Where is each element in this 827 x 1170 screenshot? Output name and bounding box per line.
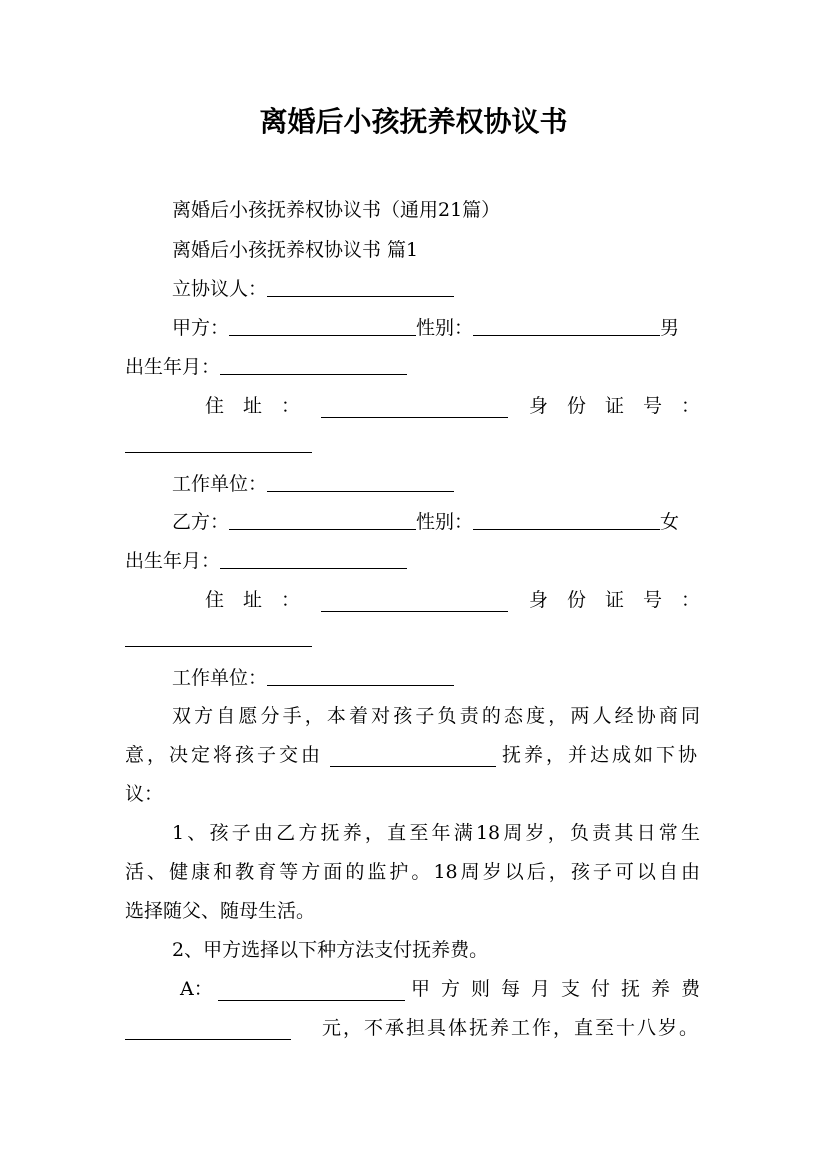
blank-field[interactable] xyxy=(267,665,454,686)
blank-field[interactable] xyxy=(330,746,496,767)
paragraph-line: 双方自愿分手，本着对孩子负责的态度，两人经协商同 xyxy=(172,705,700,727)
jia-line xyxy=(125,309,700,348)
text: 意，决定将孩子交由 xyxy=(125,744,324,766)
label: 性别： xyxy=(416,511,474,533)
blank-field[interactable] xyxy=(321,397,508,418)
paragraph-line: 活、健康和教育等方面的监护。18周岁以后，孩子可以自由 xyxy=(125,861,700,883)
paragraph-line: 议： xyxy=(125,783,164,805)
document-title: 离婚后小孩抚养权协议书 xyxy=(259,105,568,138)
blank-field[interactable] xyxy=(267,471,454,492)
section-heading: 离婚后小孩抚养权协议书 篇1 xyxy=(172,239,419,261)
yi-birth xyxy=(125,542,700,581)
label: 乙方： xyxy=(172,511,230,533)
text: 甲方则每月支付抚养费 xyxy=(410,978,711,1000)
label: 身 份 证 号 ： xyxy=(528,589,700,611)
paragraph-line xyxy=(180,970,711,1009)
gender-value: 女 xyxy=(660,511,680,533)
jia-work xyxy=(125,465,700,504)
label: 住 址 ： xyxy=(205,589,301,611)
label: 出生年月： xyxy=(125,550,221,572)
blank-field[interactable] xyxy=(218,980,405,1001)
jia-address xyxy=(205,387,700,426)
blank-field[interactable] xyxy=(125,626,312,647)
paragraph-line: 选择随父、随母生活。 xyxy=(125,900,316,922)
label: 出生年月： xyxy=(125,356,221,378)
blank-field[interactable] xyxy=(220,548,407,569)
paragraph-line: 1、孩子由乙方抚养，直至年满18周岁，负责其日常生 xyxy=(172,822,700,844)
paragraph-line xyxy=(125,1009,700,1048)
text: A： xyxy=(180,978,213,1000)
blank-field[interactable] xyxy=(321,591,508,612)
blank-field[interactable] xyxy=(220,354,407,375)
yi-line xyxy=(125,503,700,542)
blank-field[interactable] xyxy=(229,509,416,530)
blank-field[interactable] xyxy=(125,432,312,453)
label: 身 份 证 号 ： xyxy=(528,395,700,417)
paragraph-line xyxy=(125,736,700,775)
jia-birth xyxy=(125,348,700,387)
label: 甲方： xyxy=(172,317,230,339)
blank-field[interactable] xyxy=(473,509,660,530)
paragraph-line: 2、甲方选择以下种方法支付抚养费。 xyxy=(172,939,489,961)
subtitle: 离婚后小孩抚养权协议书（通用21篇） xyxy=(172,199,501,221)
text: 元，不承担具体抚养工作，直至十八岁。 xyxy=(321,1017,700,1039)
blank-field[interactable] xyxy=(473,315,660,336)
yi-id-line xyxy=(125,620,700,659)
label: 立协议人： xyxy=(172,278,268,300)
label: 工作单位： xyxy=(172,667,268,689)
party-line xyxy=(125,270,700,309)
blank-field[interactable] xyxy=(229,315,416,336)
yi-address xyxy=(205,581,700,620)
blank-field[interactable] xyxy=(267,276,454,297)
label: 工作单位： xyxy=(172,473,268,495)
gender-value: 男 xyxy=(660,317,680,339)
text: 抚养，并达成如下协 xyxy=(501,744,700,766)
label: 住 址 ： xyxy=(205,395,301,417)
label: 性别： xyxy=(416,317,474,339)
jia-id-line xyxy=(125,426,700,465)
blank-field[interactable] xyxy=(125,1019,291,1040)
yi-work xyxy=(125,659,700,698)
